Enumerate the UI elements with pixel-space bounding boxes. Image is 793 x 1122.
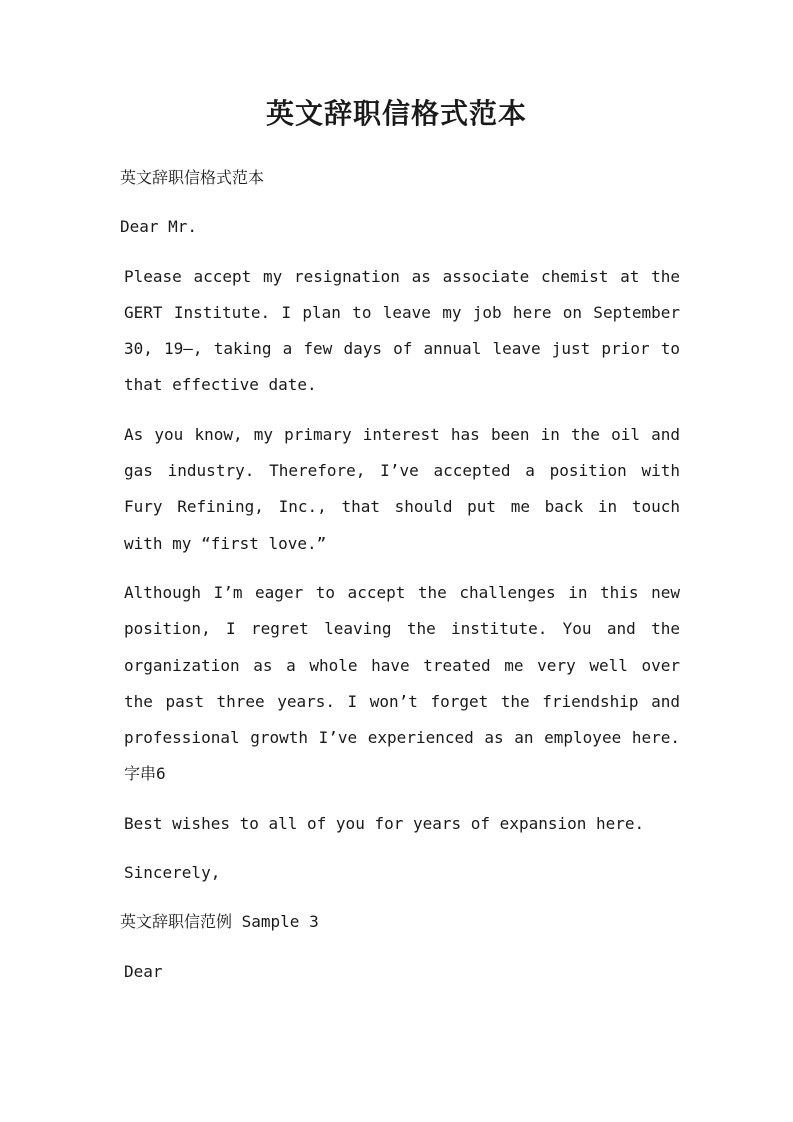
wishes-paragraph: Best wishes to all of you for years of expansion here. (124, 813, 645, 833)
interest-paragraph: As you know, my primary interest has been in the oil and gas industry. Therefore, I’ve accepted a position with Fury Refining, Inc., that should put me back in touch with my “first love.” (124, 424, 680, 553)
resignation-paragraph: Please accept my resignation as associate chemist at the GERT Institute. I plan to leave my job here on September 30, 19–, taking a few days of annual leave just prior to that effective date. (124, 266, 680, 395)
subtitle-paragraph: 英文辞职信格式范本 (120, 168, 265, 187)
document-title: 英文辞职信格式范本 (265, 97, 527, 130)
sample-heading-paragraph: 英文辞职信范例 Sample 3 (120, 912, 319, 932)
gratitude-paragraph: Although I’m eager to accept the challenges in this new position, I regret leaving the institute. You and the organization as a whole have treated me very well over the past three years. I won’t forget the friendship and professional growth I’ve experienced as an employee here. 字串6 (124, 582, 680, 784)
second-salutation-paragraph: Dear (124, 961, 163, 981)
salutation-paragraph: Dear Mr. (120, 217, 198, 237)
closing-paragraph: Sincerely, (124, 863, 221, 883)
document-body (120, 160, 680, 1003)
